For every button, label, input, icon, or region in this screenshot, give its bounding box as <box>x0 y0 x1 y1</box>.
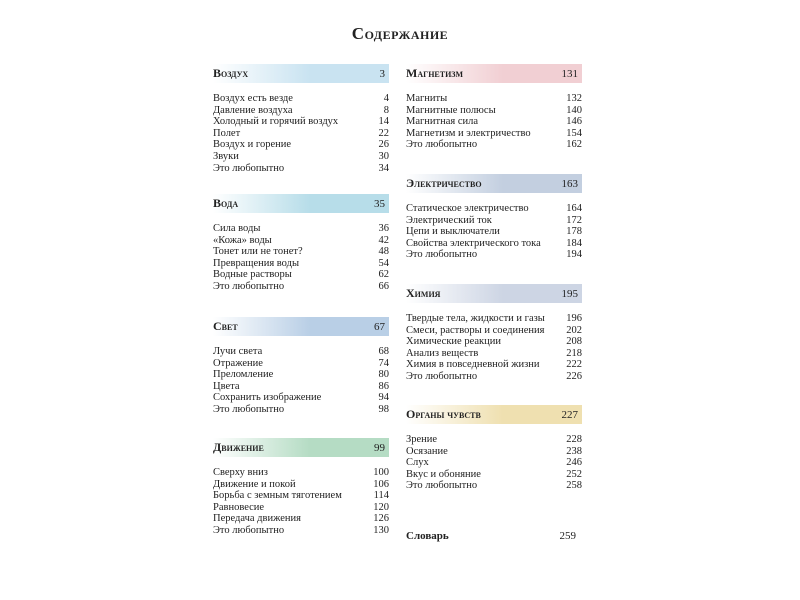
toc-entry-page: 36 <box>378 223 389 234</box>
section-0 <box>406 64 582 151</box>
toc-entry-page: 258 <box>566 480 582 492</box>
toc-entry-page: 62 <box>378 269 389 281</box>
section-page: 227 <box>561 408 578 421</box>
toc-entry[interactable] <box>213 105 389 117</box>
toc-entry[interactable] <box>406 359 582 371</box>
toc-entry[interactable] <box>213 128 389 140</box>
toc-entry-page: 196 <box>566 313 582 324</box>
toc-entry[interactable] <box>213 163 389 175</box>
toc-entry-page: 202 <box>566 324 582 336</box>
toc-entry-label: Зрение <box>406 434 438 445</box>
toc-entry[interactable] <box>213 223 389 235</box>
toc-entry-page: 194 <box>566 249 582 261</box>
toc-entry-page: 48 <box>378 246 389 258</box>
section-title: Свет <box>213 319 238 333</box>
toc-entry[interactable] <box>406 457 582 469</box>
toc-entry-page: 54 <box>378 257 389 269</box>
toc-entry-label: Электрический ток <box>406 214 492 226</box>
toc-entry-label: Борьба с земным тяготением <box>213 490 342 502</box>
toc-entry[interactable] <box>213 235 389 247</box>
section-items <box>406 313 582 383</box>
toc-entry-page: 22 <box>378 127 389 139</box>
toc-entry[interactable] <box>213 381 389 393</box>
toc-entry-label: Это любопытно <box>213 403 285 415</box>
toc-entry-label: Это любопытно <box>406 139 478 151</box>
toc-entry[interactable] <box>213 525 389 537</box>
toc-entry[interactable] <box>406 203 582 215</box>
toc-entry-label: Статическое электричество <box>406 203 529 214</box>
toc-entry[interactable] <box>213 269 389 281</box>
toc-entry-label: Водные растворы <box>213 269 292 281</box>
toc-entry-label: Химия в повседневной жизни <box>406 359 540 371</box>
toc-entry-page: 130 <box>373 524 389 536</box>
toc-entry-label: Равновесие <box>213 501 265 513</box>
toc-entry[interactable] <box>213 139 389 151</box>
section-items <box>213 223 389 293</box>
toc-entry-label: Анализ веществ <box>406 347 479 359</box>
toc-entry-label: Слух <box>406 457 429 469</box>
toc-entry[interactable] <box>406 371 582 383</box>
toc-entry-page: 68 <box>378 346 389 357</box>
section-title: Органы чувств <box>406 407 481 421</box>
toc-entry[interactable] <box>406 434 582 446</box>
section-page: 195 <box>561 287 578 300</box>
toc-entry-page: 66 <box>378 280 389 292</box>
toc-entry-label: Холодный и горячий воздух <box>213 116 339 128</box>
toc-entry[interactable] <box>406 446 582 458</box>
toc-entry-label: Это любопытно <box>406 249 478 261</box>
toc-entry-page: 14 <box>378 116 389 128</box>
section-1 <box>406 174 582 261</box>
toc-entry[interactable] <box>406 336 582 348</box>
toc-entry-label: Магнетизм и электричество <box>406 127 531 139</box>
toc-entry-label: Сохранить изображение <box>213 392 322 404</box>
toc-entry[interactable] <box>213 281 389 293</box>
section-title: Магнетизм <box>406 66 464 80</box>
page-title: Содержание <box>351 24 449 43</box>
toc-entry-page: 208 <box>566 336 582 348</box>
toc-entry-label: Полет <box>213 127 241 139</box>
toc-entry-label: Воздух и горение <box>213 139 292 151</box>
toc-entry-page: 30 <box>378 150 389 162</box>
toc-entry-label: Цепи и выключатели <box>406 226 500 238</box>
section-header[interactable] <box>406 174 582 193</box>
toc-entry[interactable] <box>406 139 582 151</box>
section-items <box>213 93 389 174</box>
toc-entry-page: 74 <box>378 357 389 369</box>
toc-entry[interactable] <box>406 480 582 492</box>
toc-entry-page: 80 <box>378 369 389 381</box>
section-items <box>406 93 582 151</box>
section-3 <box>213 438 389 537</box>
toc-entry-label: Тонет или не тонет? <box>213 246 303 258</box>
toc-entry-page: 100 <box>373 467 389 478</box>
toc-entry-page: 172 <box>566 214 582 226</box>
toc-entry-label: Сверху вниз <box>213 467 268 478</box>
section-2 <box>213 317 389 416</box>
toc-entry[interactable] <box>406 238 582 250</box>
section-page: 163 <box>561 177 578 190</box>
toc-entry-label: Воздух есть везде <box>213 93 293 104</box>
toc-entry-label: «Кожа» воды <box>213 234 272 246</box>
toc-entry[interactable] <box>213 358 389 370</box>
toc-entry[interactable] <box>213 116 389 128</box>
toc-entry-page: 184 <box>566 237 582 249</box>
toc-entry-page: 252 <box>566 468 582 480</box>
section-header[interactable] <box>213 317 389 336</box>
section-3 <box>406 405 582 492</box>
toc-entry-label: Отражение <box>213 357 263 369</box>
toc-entry-page: 132 <box>566 93 582 104</box>
toc-entry[interactable] <box>406 226 582 238</box>
toc-entry-page: 4 <box>383 93 389 104</box>
toc-entry-page: 120 <box>373 501 389 513</box>
toc-entry-label: Лучи света <box>213 346 263 357</box>
section-page: 131 <box>561 67 578 80</box>
section-page: 67 <box>374 320 385 333</box>
toc-entry-page: 164 <box>566 203 582 214</box>
toc-entry[interactable] <box>406 93 582 105</box>
section-title: Химия <box>406 286 441 300</box>
toc-entry-label: Превращения воды <box>213 257 300 269</box>
toc-entry[interactable] <box>213 502 389 514</box>
toc-entry-page: 218 <box>566 347 582 359</box>
toc-entry-label: Звуки <box>213 150 239 162</box>
glossary-label: Словарь <box>406 530 449 542</box>
toc-entry-page: 178 <box>566 226 582 238</box>
toc-entry[interactable] <box>213 93 389 105</box>
toc-entry-page: 238 <box>566 445 582 457</box>
section-header[interactable] <box>406 284 582 303</box>
toc-entry-page: 94 <box>378 392 389 404</box>
glossary-entry[interactable] <box>406 530 576 542</box>
toc-entry-label: Магнитные полюсы <box>406 104 496 116</box>
toc-entry-label: Это любопытно <box>406 370 478 382</box>
section-header[interactable] <box>213 194 389 213</box>
toc-entry-page: 26 <box>378 139 389 151</box>
toc-entry-page: 8 <box>383 104 389 116</box>
toc-entry-label: Это любопытно <box>406 480 478 492</box>
toc-entry-page: 114 <box>373 490 389 502</box>
toc-entry[interactable] <box>406 325 582 337</box>
toc-entry[interactable] <box>213 467 389 479</box>
section-page: 35 <box>374 197 385 210</box>
toc-entry[interactable] <box>213 151 389 163</box>
toc-entry[interactable] <box>406 128 582 140</box>
toc-entry-page: 106 <box>373 478 389 490</box>
toc-entry-label: Твердые тела, жидкости и газы <box>406 313 545 324</box>
toc-entry[interactable] <box>213 258 389 270</box>
section-items <box>213 346 389 416</box>
toc-entry-page: 34 <box>378 162 389 174</box>
section-page: 3 <box>379 67 385 80</box>
toc-entry[interactable] <box>213 392 389 404</box>
toc-entry-label: Сила воды <box>213 223 261 234</box>
toc-entry[interactable] <box>213 479 389 491</box>
toc-entry-label: Передача движения <box>213 513 301 525</box>
toc-entry[interactable] <box>406 249 582 261</box>
toc-entry-page: 42 <box>378 234 389 246</box>
toc-entry-page: 126 <box>373 513 389 525</box>
toc-entry-label: Свойства электрического тока <box>406 237 541 249</box>
toc-entry-label: Это любопытно <box>213 280 285 292</box>
toc-entry-label: Магнитная сила <box>406 116 479 128</box>
toc-entry[interactable] <box>406 105 582 117</box>
section-items <box>213 467 389 537</box>
toc-entry-page: 140 <box>566 104 582 116</box>
toc-entry-label: Вкус и обоняние <box>406 468 481 480</box>
toc-entry-page: 86 <box>378 380 389 392</box>
section-items <box>406 203 582 261</box>
section-title: Электричество <box>406 176 482 190</box>
toc-entry-label: Давление воздуха <box>213 104 293 116</box>
toc-entry-page: 98 <box>378 403 389 415</box>
toc-entry-label: Магниты <box>406 93 448 104</box>
toc-entry-label: Смеси, растворы и соединения <box>406 324 545 336</box>
toc-entry-page: 146 <box>566 116 582 128</box>
toc-entry-label: Это любопытно <box>213 524 285 536</box>
toc-entry[interactable] <box>213 404 389 416</box>
toc-entry[interactable] <box>213 513 389 525</box>
toc-entry[interactable] <box>406 215 582 227</box>
toc-entry[interactable] <box>406 469 582 481</box>
section-title: Воздух <box>213 66 249 80</box>
section-header[interactable] <box>406 64 582 83</box>
toc-entry-label: Химические реакции <box>406 336 501 348</box>
toc-entry[interactable] <box>406 348 582 360</box>
toc-entry-label: Преломление <box>213 369 274 381</box>
toc-entry-page: 226 <box>566 370 582 382</box>
toc-entry[interactable] <box>213 369 389 381</box>
section-header[interactable] <box>213 64 389 83</box>
toc-entry[interactable] <box>213 346 389 358</box>
section-header[interactable] <box>406 405 582 424</box>
toc-entry-page: 246 <box>566 457 582 469</box>
toc-entry-page: 222 <box>566 359 582 371</box>
section-header[interactable] <box>213 438 389 457</box>
toc-entry-label: Осязание <box>406 445 448 457</box>
toc-entry-page: 228 <box>566 434 582 445</box>
toc-entry-label: Цвета <box>213 380 240 392</box>
glossary-page: 259 <box>559 530 576 542</box>
section-2 <box>406 284 582 383</box>
section-title: Вода <box>213 196 239 210</box>
toc-entry[interactable] <box>406 313 582 325</box>
toc-entry-page: 154 <box>566 127 582 139</box>
section-items <box>406 434 582 492</box>
toc-entry[interactable] <box>213 490 389 502</box>
toc-entry-label: Движение и покой <box>213 478 296 490</box>
toc-entry-page: 162 <box>566 139 582 151</box>
section-1 <box>213 194 389 293</box>
toc-entry[interactable] <box>406 116 582 128</box>
toc-entry-label: Это любопытно <box>213 162 285 174</box>
section-title: Движение <box>213 440 264 454</box>
section-page: 99 <box>374 441 385 454</box>
section-0 <box>213 64 389 174</box>
toc-entry[interactable] <box>213 246 389 258</box>
